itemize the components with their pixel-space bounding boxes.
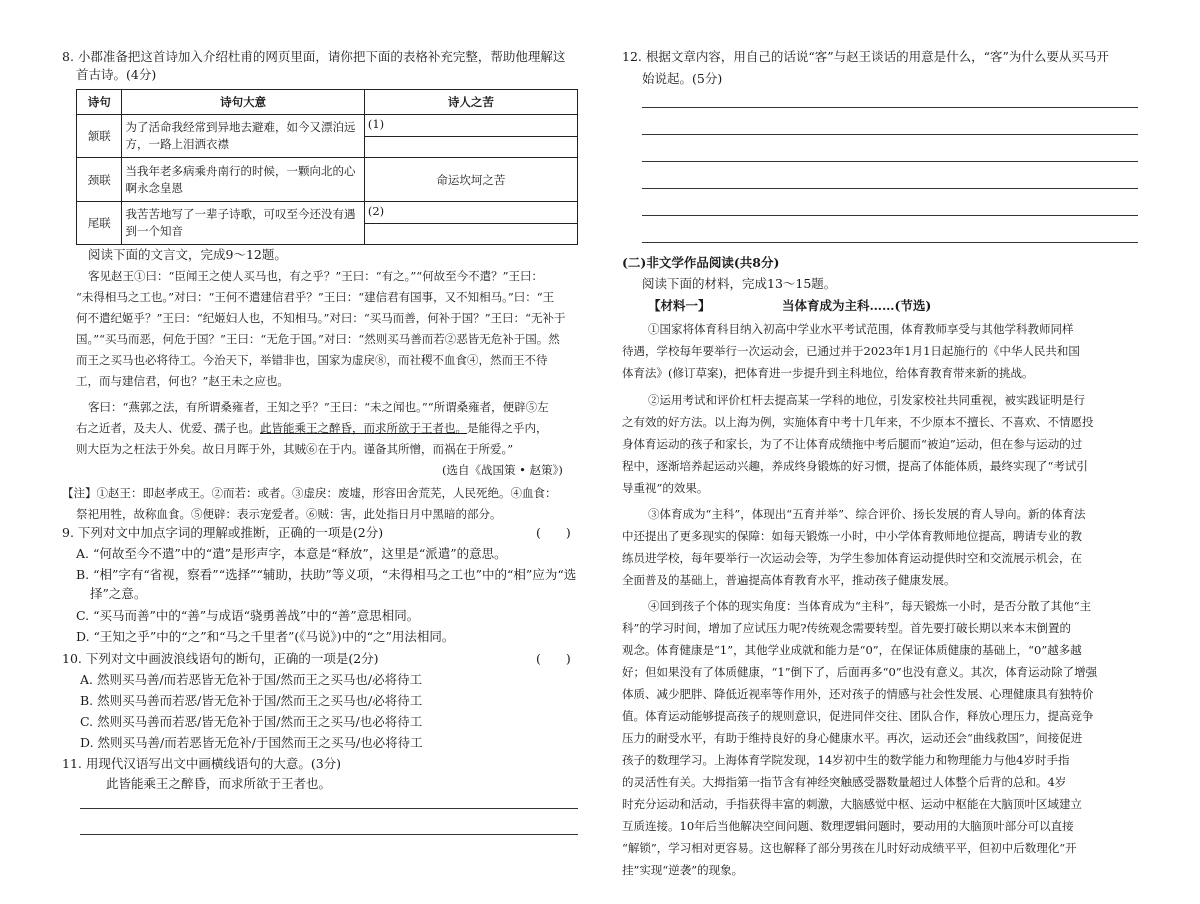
answer-line[interactable]: [642, 107, 1138, 108]
material-paragraph-line: 体育法》(修订草案)，把体育进一步提升到主科地位，给体育教育带来新的挑战。: [622, 366, 1034, 380]
q12-stem-line2: 始说起。(5分): [642, 71, 723, 86]
passage-line: “未得相马之工也。”对曰：“王何不遣建信君乎？”王曰：“建信君有国事，又不知相马。”曰：“王: [76, 290, 555, 304]
table-header: 诗人之苦: [364, 90, 577, 115]
section-title: (二)非文学作品阅读(共8分): [622, 255, 780, 270]
q9-option-a: A. “何故至今不遣”中的“遣”是形声字，本意是“释放”，这里是“派遣”的意思。: [76, 546, 507, 561]
q10-option-b: B. 然则买马善而若恶/皆无危补于国/然而王之买马也/必将待工: [80, 693, 423, 708]
passage-text: 右之近者，及夫人、优爱、孺子也。: [76, 421, 260, 435]
material-paragraph-line: 好；但如果没有了体质健康，“1”倒下了，后面再多“0”也没有意义。其次，体育运动除了增强: [622, 665, 1098, 679]
passage-line: 客曰：“燕郭之法，有所谓桑雍者，王知之乎？”王曰：“未之闻也。”“所谓桑雍者，便辟⑤左: [88, 400, 549, 414]
passage-line: 则大臣为之枉法于外矣。故日月晖于外，其贼⑥在于内。谨备其所憎，而祸在于所爱。”: [76, 442, 514, 456]
q10-stem: 10. 下列对文中画波浪线语句的断句，正确的一项是(2分): [62, 651, 379, 666]
passage-line: 国。”“买马而恶，何危于国？”王曰：“无危于国。”对曰：“然则买马善而若②恶皆无危补于国。然: [76, 332, 560, 346]
reading-intro: 阅读下面的文言文，完成9～12题。: [88, 247, 287, 262]
q11-quote: 此皆能乘王之醉昏，而求所欲于王者也。: [106, 776, 332, 791]
material-paragraph-line: 时充分运动和活动，手指获得丰富的刺激，大脑感觉中枢、运动中枢能在大脑顶叶区域建立: [622, 797, 1082, 811]
material-paragraph-line: ①国家将体育科目纳入初高中学业水平考试范围，体育教师享受与其他学科教师同样: [648, 322, 1074, 336]
row-meaning: 我苦苦地写了一辈子诗歌，可叹至今还没有遇到一个知音: [122, 202, 364, 245]
material-label: 【材料一】: [648, 298, 711, 313]
material-paragraph-line: 身体育运动的孩子和家长，为了不让体育成绩拖中考后腿而“被迫”运动，但在参与运动的过: [622, 437, 1083, 451]
material-paragraph-line: 待遇，学校每年要举行一次运动会，已通过并于2023年1月1日起施行的《中华人民共和国: [622, 344, 1080, 358]
passage-line: 而王之买马也必将待工。今治天下，举错非也，国家为虚戾⑧，而社稷不血食④，然而王不待: [76, 353, 548, 367]
material-paragraph-line: 中还提出了更多现实的保障：如每天锻炼一小时，中小学体育教师地位提高，聘请专业的教: [622, 529, 1082, 543]
row-bitter: 命运坎坷之苦: [364, 158, 577, 202]
material-paragraph-line: 观念。体育健康是“1”，其他学业成就和能力是“0”，在保证体质健康的基础上，“0”越多越: [622, 643, 1082, 657]
answer-blank-2-line[interactable]: [365, 223, 577, 245]
passage-line-mixed: [76, 418, 548, 439]
answer-blank-1-line[interactable]: [365, 136, 577, 158]
material-paragraph-line: 之有效的好方法。以上海为例，实施体育中考十几年来，不少原本不擅长、不喜欢、不情愿投: [622, 415, 1094, 429]
answer-blank-1[interactable]: (1): [367, 117, 385, 131]
material-paragraph-line: ④回到孩子个体的现实角度：当体育成为“主科”，每天锻炼一小时，是否分散了其他“主: [648, 599, 1092, 613]
table-header: 诗句: [77, 90, 122, 115]
material-paragraph-line: 互质连接。10年后当他解决空间问题、数理逻辑问题时，要动用的大脑顶叶部分可以直接: [622, 819, 1074, 833]
table-row: [77, 115, 578, 158]
passage-text: 是能得之乎内，: [467, 421, 548, 435]
q9-option-d: D. “王知之乎”中的“之”和“马之千里者”(《马说》)中的“之”用法相同。: [76, 629, 455, 644]
answer-blank-2[interactable]: (2): [367, 204, 385, 218]
q8-stem-line2: 首古诗。(4分): [76, 67, 157, 82]
passage-line: 何不遣纪姬乎？”王曰：“纪姬妇人也，不知相马。”对曰：“买马而善，何补于国？”王曰：“无补于: [76, 311, 566, 325]
poem-table: [76, 89, 578, 245]
answer-cell[interactable]: [364, 202, 577, 245]
material-paragraph-line: 体质、减少肥胖、降低近视率等作用外，还对孩子的情感与社会性发展、心理健康具有独特价: [622, 687, 1094, 701]
material-paragraph-line: 值。体育运动能够提高孩子的规则意识，促进同伴交往、团队合作，释放心理压力，提高竞争: [622, 709, 1094, 723]
q9-option-b-cont: 择”之意。: [90, 586, 147, 601]
notes-line: 【注】①赵王：即赵孝成王。②而若：或者。③虚戾：废墟，形容田舍荒芜，人民死绝。④血食：: [62, 486, 557, 500]
answer-line[interactable]: [80, 834, 578, 835]
row-meaning: 为了活命我经常到异地去避难，如今又漂泊远方，一路上泪洒衣襟: [122, 115, 364, 158]
q11-stem: 11. 用现代汉语写出文中画横线语句的大意。(3分): [62, 756, 342, 771]
q9-option-c: C. “买马而善”中的“善”与成语“骁勇善战”中的“善”意思相同。: [76, 608, 420, 623]
answer-line[interactable]: [80, 808, 578, 809]
q10-answer-paren[interactable]: ( ): [536, 651, 571, 666]
material-paragraph-line: 科”的学习时间，增加了应试压力呢?传统观念需要转型。首先要打破长期以来本末倒置的: [622, 621, 1072, 635]
row-label: 颔联: [77, 115, 122, 158]
passage-line: 客见赵王①曰：“臣闻王之使人买马也，有之乎？”王曰：“有之。”“何故至今不遣？”王曰：: [88, 269, 544, 283]
source-citation: (选自《战国策 • 赵策》): [442, 463, 563, 477]
q9-option-b: B. “相”字有“省视，察看”“选择”“辅助，扶助”等义项，“未得相马之工也”中的“相”应为“选: [76, 567, 577, 582]
material-paragraph-line: 程中，逐渐培养起运动兴趣，养成终身锻炼的好习惯，提高了体能体质，最终实现了“考试引: [622, 459, 1088, 473]
q10-option-d: D. 然则买马善/而若恶皆无危补/于国然而王之买马/也必将待工: [80, 735, 423, 750]
table-row: [77, 202, 578, 245]
answer-line[interactable]: [642, 134, 1138, 135]
answer-line[interactable]: [642, 215, 1138, 216]
passage-line: 工，而与建信君，何也？”赵王未之应也。: [76, 374, 289, 388]
answer-line[interactable]: [642, 242, 1138, 243]
q10-option-c: C. 然则买马善而若恶/皆无危补于国/然而王之买马/也必将待工: [80, 714, 423, 729]
underlined-sentence: 此皆能乘王之醉昏，而求所欲于王者也。: [260, 421, 467, 435]
material-paragraph-line: 压力的耐受水平，有助于维持良好的身心健康水平。再次，运动还会“曲线救国”，间接促进: [622, 731, 1083, 745]
material-paragraph-line: 全面普及的基础上，普遍提高体育教育水平，推动孩子健康发展。: [622, 573, 956, 587]
q8-stem-line1: 8. 小郡准备把这首诗加入介绍杜甫的网页里面，请你把下面的表格补充完整，帮助他理解这: [62, 49, 566, 64]
row-label: 颈联: [77, 158, 122, 202]
q10-option-a: A. 然则买马善/而若恶皆无危补于国/然而王之买马也/必将待工: [80, 672, 423, 687]
section-intro: 阅读下面的材料，完成13～15题。: [642, 276, 837, 291]
table-header: 诗句大意: [122, 90, 364, 115]
table-row: [77, 158, 578, 202]
notes-line: 祭祀用牲，故称血食。⑤便辟：表示宠爱者。⑥贼：害，此处指日月中黑暗的部分。: [76, 507, 502, 521]
material-paragraph-line: 孩子的数理学习。上海体育学院发现，14岁初中生的数学能力和物理能力与他4岁时手指: [622, 753, 1070, 767]
material-paragraph-line: ③体育成为“主科”，体现出“五育并举”、综合评价、扬长发展的育人导向。新的体育法: [648, 507, 1086, 521]
answer-cell[interactable]: [364, 115, 577, 158]
material-paragraph-line: “解锁”，学习相对更容易。这也解释了部分男孩在儿时好动成绩平平，但初中后数理化“开: [622, 841, 1077, 855]
material-paragraph-line: 练员进学校，每年要举行一次运动会等，为学生参加体育运动提供时空和交流展示机会，在: [622, 551, 1082, 565]
material-paragraph-line: 的灵活性有关。大拇指第一指节含有神经突触感受器数量超过人体整个后背的总和。4岁: [622, 775, 1067, 789]
answer-line[interactable]: [642, 161, 1138, 162]
material-paragraph-line: 挂”实现“逆袭”的现象。: [622, 863, 744, 877]
row-meaning: 当我年老多病乘舟南行的时候，一颗向北的心啊永念皇恩: [122, 158, 364, 202]
material-paragraph-line: 导重视”的效果。: [622, 481, 709, 495]
q9-stem: 9. 下列对文中加点字词的理解或推断，正确的一项是(2分): [62, 525, 384, 540]
material-paragraph-line: ②运用考试和评价杠杆去提高某一学科的地位，引发家校社共同重视，被实践证明是行: [648, 393, 1085, 407]
material-title: 当体育成为主科……(节选): [782, 298, 932, 313]
table-header-row: [77, 90, 578, 115]
row-label: 尾联: [77, 202, 122, 245]
q12-stem-line1: 12. 根据文章内容，用自己的话说“客”与赵王谈话的用意是什么，“客”为什么要从买马开: [622, 49, 1109, 64]
answer-line[interactable]: [642, 188, 1138, 189]
q9-answer-paren[interactable]: ( ): [536, 525, 571, 540]
